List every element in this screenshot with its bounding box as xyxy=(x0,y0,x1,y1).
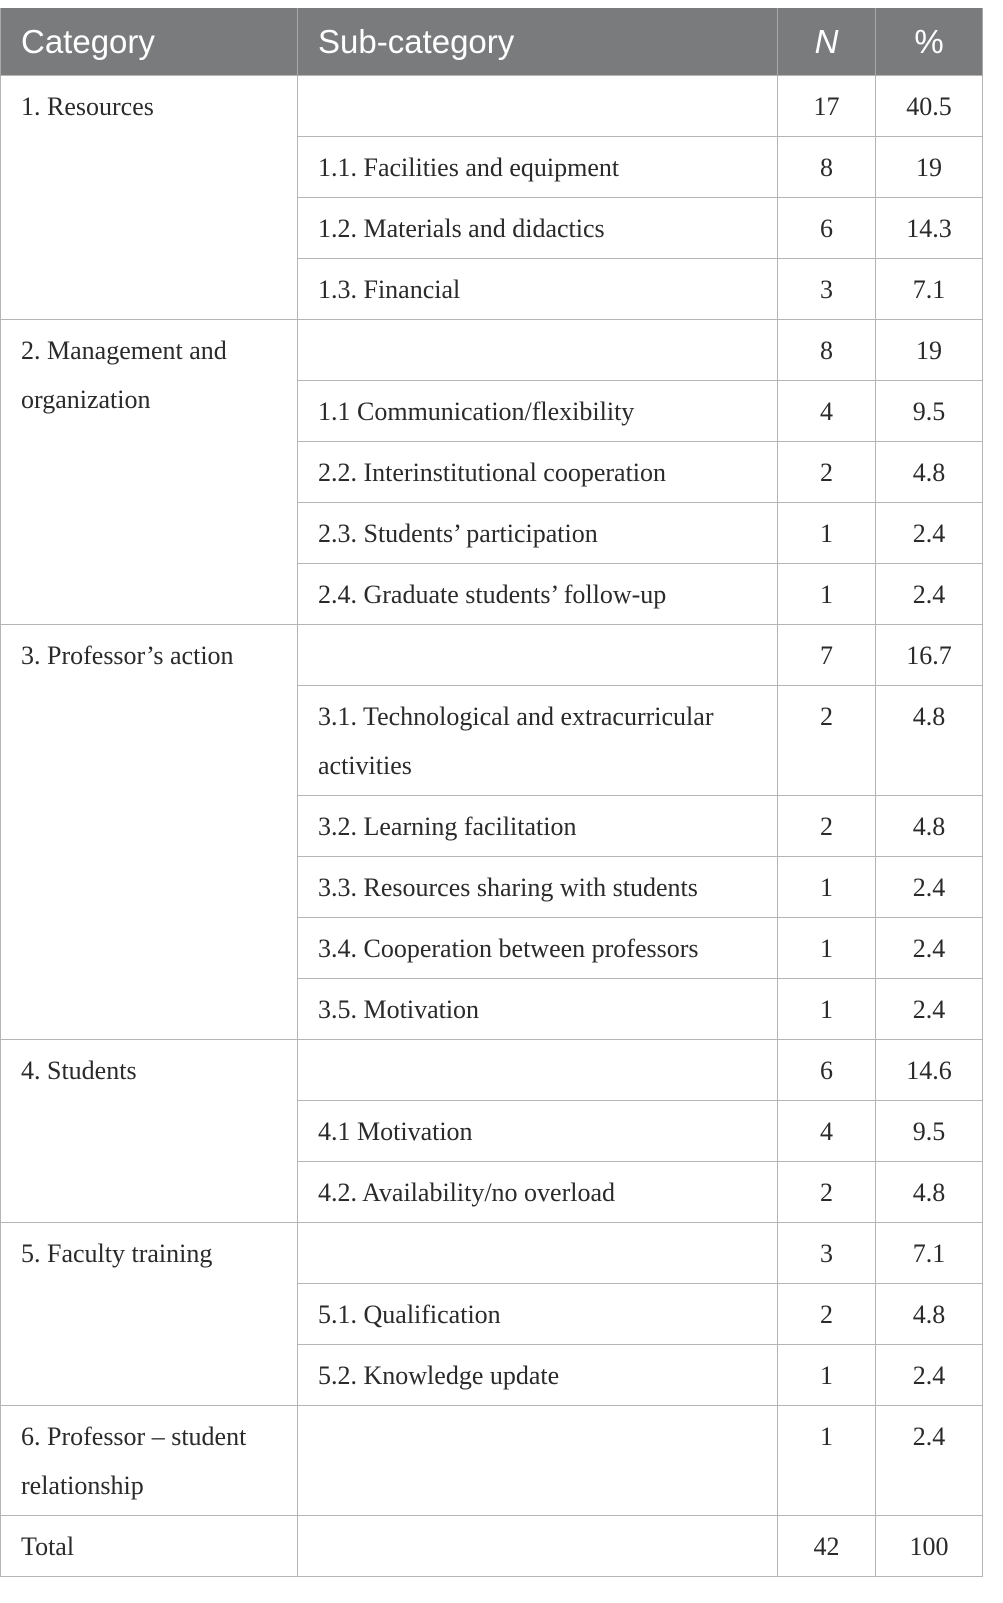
percent-cell: 7.1 xyxy=(876,259,983,320)
percent-cell: 40.5 xyxy=(876,76,983,137)
subcategory-cell: 2.2. Interinstitutional cooperation xyxy=(298,442,778,503)
percent-cell: 14.3 xyxy=(876,198,983,259)
n-cell: 8 xyxy=(778,320,876,381)
n-cell: 2 xyxy=(778,1162,876,1223)
percent-cell: 2.4 xyxy=(876,918,983,979)
category-table xyxy=(0,8,983,1577)
subcategory-cell: 4.1 Motivation xyxy=(298,1101,778,1162)
percent-cell: 4.8 xyxy=(876,796,983,857)
n-cell: 1 xyxy=(778,1345,876,1406)
percent-cell: 9.5 xyxy=(876,1101,983,1162)
total-n-cell: 42 xyxy=(778,1516,876,1577)
percent-cell: 2.4 xyxy=(876,1406,983,1516)
subcategory-cell: 4.2. Availability/no overload xyxy=(298,1162,778,1223)
subcategory-cell xyxy=(298,1516,778,1577)
n-cell: 1 xyxy=(778,503,876,564)
percent-cell: 2.4 xyxy=(876,564,983,625)
percent-cell: 2.4 xyxy=(876,979,983,1040)
total-percent-cell: 100 xyxy=(876,1516,983,1577)
percent-cell: 2.4 xyxy=(876,503,983,564)
subcategory-cell xyxy=(298,1040,778,1101)
category-cell: 4. Students xyxy=(1,1040,298,1223)
category-cell: 5. Faculty training xyxy=(1,1223,298,1406)
header-percent: % xyxy=(876,8,983,76)
n-cell: 4 xyxy=(778,381,876,442)
subcategory-cell: 3.4. Cooperation between professors xyxy=(298,918,778,979)
header-subcategory: Sub-category xyxy=(298,8,778,76)
table-row xyxy=(1,320,983,381)
table-row xyxy=(1,76,983,137)
table-body xyxy=(1,76,983,1577)
header-n: N xyxy=(778,8,876,76)
percent-cell: 4.8 xyxy=(876,1284,983,1345)
percent-cell: 16.7 xyxy=(876,625,983,686)
category-cell: 1. Resources xyxy=(1,76,298,320)
subcategory-cell: 5.2. Knowledge update xyxy=(298,1345,778,1406)
table-header xyxy=(1,8,983,76)
n-cell: 1 xyxy=(778,918,876,979)
percent-cell: 19 xyxy=(876,137,983,198)
percent-cell: 9.5 xyxy=(876,381,983,442)
n-cell: 3 xyxy=(778,259,876,320)
n-cell: 8 xyxy=(778,137,876,198)
table-row xyxy=(1,1223,983,1284)
category-cell: 6. Professor – student relationship xyxy=(1,1406,298,1516)
n-cell: 2 xyxy=(778,796,876,857)
n-cell: 1 xyxy=(778,857,876,918)
n-cell: 2 xyxy=(778,442,876,503)
subcategory-cell: 3.2. Learning facilitation xyxy=(298,796,778,857)
total-row xyxy=(1,1516,983,1577)
n-cell: 4 xyxy=(778,1101,876,1162)
n-cell: 2 xyxy=(778,686,876,796)
subcategory-cell: 1.2. Materials and didactics xyxy=(298,198,778,259)
subcategory-cell: 5.1. Qualification xyxy=(298,1284,778,1345)
n-cell: 1 xyxy=(778,1406,876,1516)
n-cell: 6 xyxy=(778,198,876,259)
table-container xyxy=(0,8,982,1577)
percent-cell: 4.8 xyxy=(876,1162,983,1223)
subcategory-cell: 3.5. Motivation xyxy=(298,979,778,1040)
subcategory-cell: 2.4. Graduate students’ follow-up xyxy=(298,564,778,625)
category-cell: 2. Management and organization xyxy=(1,320,298,625)
subcategory-cell: 3.3. Resources sharing with students xyxy=(298,857,778,918)
n-cell: 1 xyxy=(778,979,876,1040)
percent-cell: 14.6 xyxy=(876,1040,983,1101)
table-row xyxy=(1,1040,983,1101)
percent-cell: 7.1 xyxy=(876,1223,983,1284)
subcategory-cell xyxy=(298,1223,778,1284)
table-row xyxy=(1,625,983,686)
subcategory-cell xyxy=(298,625,778,686)
percent-cell: 4.8 xyxy=(876,442,983,503)
percent-cell: 19 xyxy=(876,320,983,381)
table-row xyxy=(1,1406,983,1516)
header-category: Category xyxy=(1,8,298,76)
n-cell: 1 xyxy=(778,564,876,625)
category-cell: 3. Professor’s action xyxy=(1,625,298,1040)
percent-cell: 4.8 xyxy=(876,686,983,796)
n-cell: 2 xyxy=(778,1284,876,1345)
subcategory-cell: 1.1 Communication/flexibility xyxy=(298,381,778,442)
percent-cell: 2.4 xyxy=(876,857,983,918)
n-cell: 6 xyxy=(778,1040,876,1101)
total-label-cell: Total xyxy=(1,1516,298,1577)
subcategory-cell: 2.3. Students’ participation xyxy=(298,503,778,564)
subcategory-cell: 1.1. Facilities and equipment xyxy=(298,137,778,198)
header-row xyxy=(1,8,983,76)
percent-cell: 2.4 xyxy=(876,1345,983,1406)
n-cell: 7 xyxy=(778,625,876,686)
subcategory-cell xyxy=(298,1406,778,1516)
subcategory-cell xyxy=(298,320,778,381)
subcategory-cell: 1.3. Financial xyxy=(298,259,778,320)
n-cell: 17 xyxy=(778,76,876,137)
subcategory-cell: 3.1. Technological and extracurricular activities xyxy=(298,686,778,796)
n-cell: 3 xyxy=(778,1223,876,1284)
subcategory-cell xyxy=(298,76,778,137)
